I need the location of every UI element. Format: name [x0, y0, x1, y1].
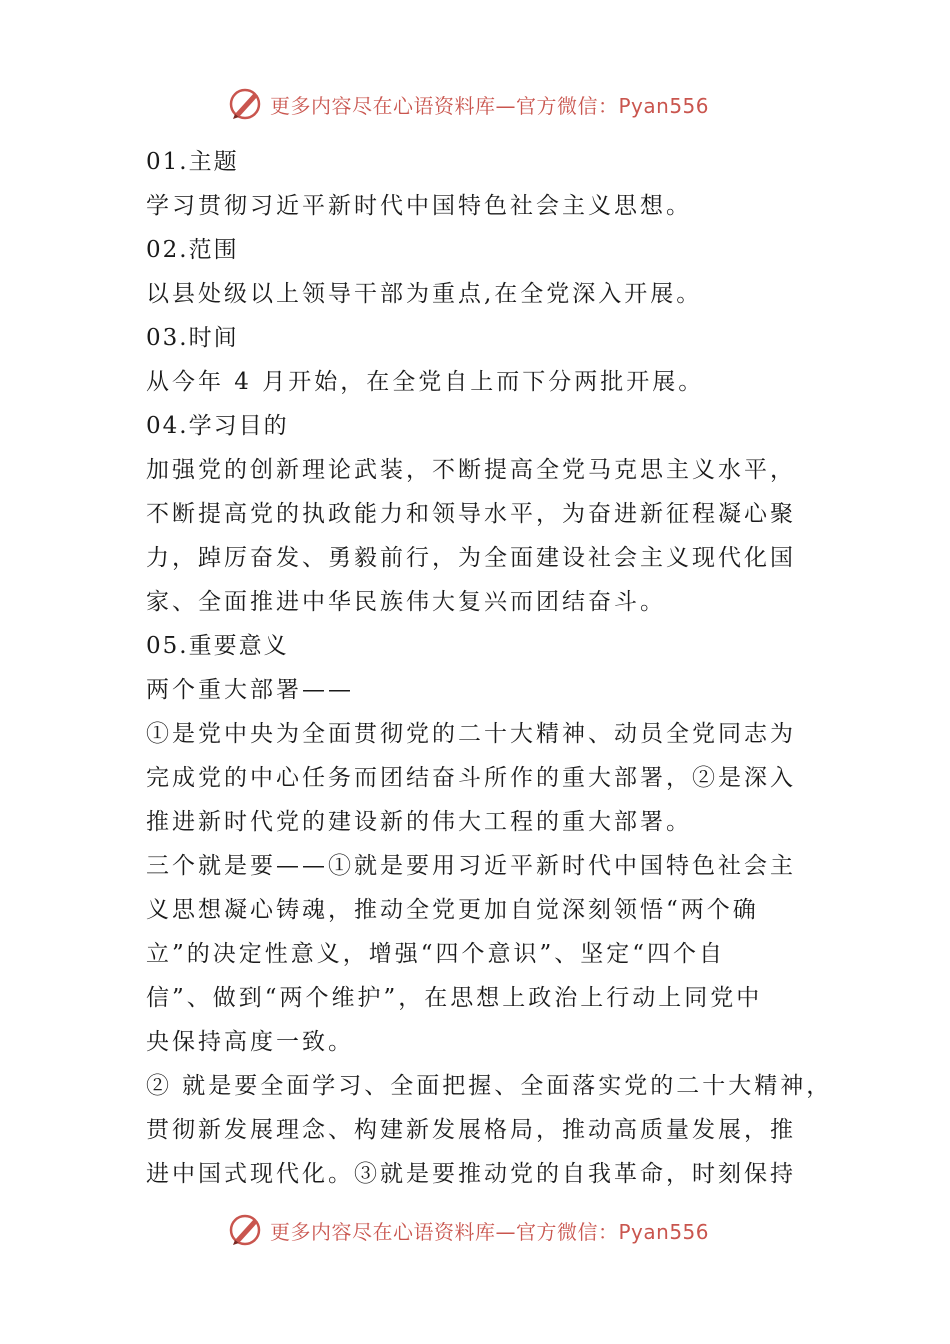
section-heading: 02.范围 [146, 237, 239, 263]
paragraph-line: ①是党中央为全面贯彻党的二十大精神、动员全党同志为 [146, 721, 796, 747]
header-watermark-banner [228, 84, 709, 124]
paragraph-line: 信”、做到“两个维护”，在思想上政治上行动上同党中 [146, 985, 763, 1011]
watermark-text: 更多内容尽在心语资料库—官方微信：Pyan556 [270, 93, 710, 118]
section-heading: 04.学习目的 [146, 413, 289, 439]
document-body [146, 140, 833, 1196]
paragraph-line: 学习贯彻习近平新时代中国特色社会主义思想。 [146, 193, 692, 219]
paragraph-line: 完成党的中心任务而团结奋斗所作的重大部署，②是深入 [146, 765, 796, 791]
paragraph-line: 三个就是要——①就是要用习近平新时代中国特色社会主 [146, 853, 796, 879]
paragraph-line: ② 就是要全面学习、全面把握、全面落实党的二十大精神， [146, 1073, 833, 1099]
section-heading: 01.主题 [146, 149, 239, 175]
watermark-text: 更多内容尽在心语资料库—官方微信：Pyan556 [270, 1219, 710, 1244]
footer-watermark-banner [228, 1210, 709, 1250]
paragraph-line: 从今年 4 月开始，在全党自上而下分两批开展。 [146, 369, 705, 395]
paragraph-line: 以县处级以上领导干部为重点,在全党深入开展。 [146, 281, 703, 307]
pen-logo-icon [228, 86, 264, 122]
paragraph-line: 推进新时代党的建设新的伟大工程的重大部署。 [146, 809, 692, 835]
paragraph-line: 进中国式现代化。③就是要推动党的自我革命，时刻保持 [146, 1161, 796, 1187]
paragraph-line: 义思想凝心铸魂，推动全党更加自觉深刻领悟“两个确 [146, 897, 759, 923]
paragraph-line: 加强党的创新理论武装，不断提高全党马克思主义水平， [146, 457, 796, 483]
paragraph-line: 力，踔厉奋发、勇毅前行，为全面建设社会主义现代化国 [146, 545, 796, 571]
pen-logo-icon [228, 1212, 264, 1248]
paragraph-line: 贯彻新发展理念、构建新发展格局，推动高质量发展，推 [146, 1117, 796, 1143]
paragraph-line: 家、全面推进中华民族伟大复兴而团结奋斗。 [146, 589, 666, 615]
section-heading: 03.时间 [146, 325, 239, 351]
paragraph-line: 两个重大部署—— [146, 677, 354, 703]
paragraph-line: 立”的决定性意义，增强“四个意识”、坚定“四个自 [146, 941, 726, 967]
section-heading: 05.重要意义 [146, 633, 289, 659]
paragraph-line: 央保持高度一致。 [146, 1029, 354, 1055]
paragraph-line: 不断提高党的执政能力和领导水平，为奋进新征程凝心聚 [146, 501, 796, 527]
